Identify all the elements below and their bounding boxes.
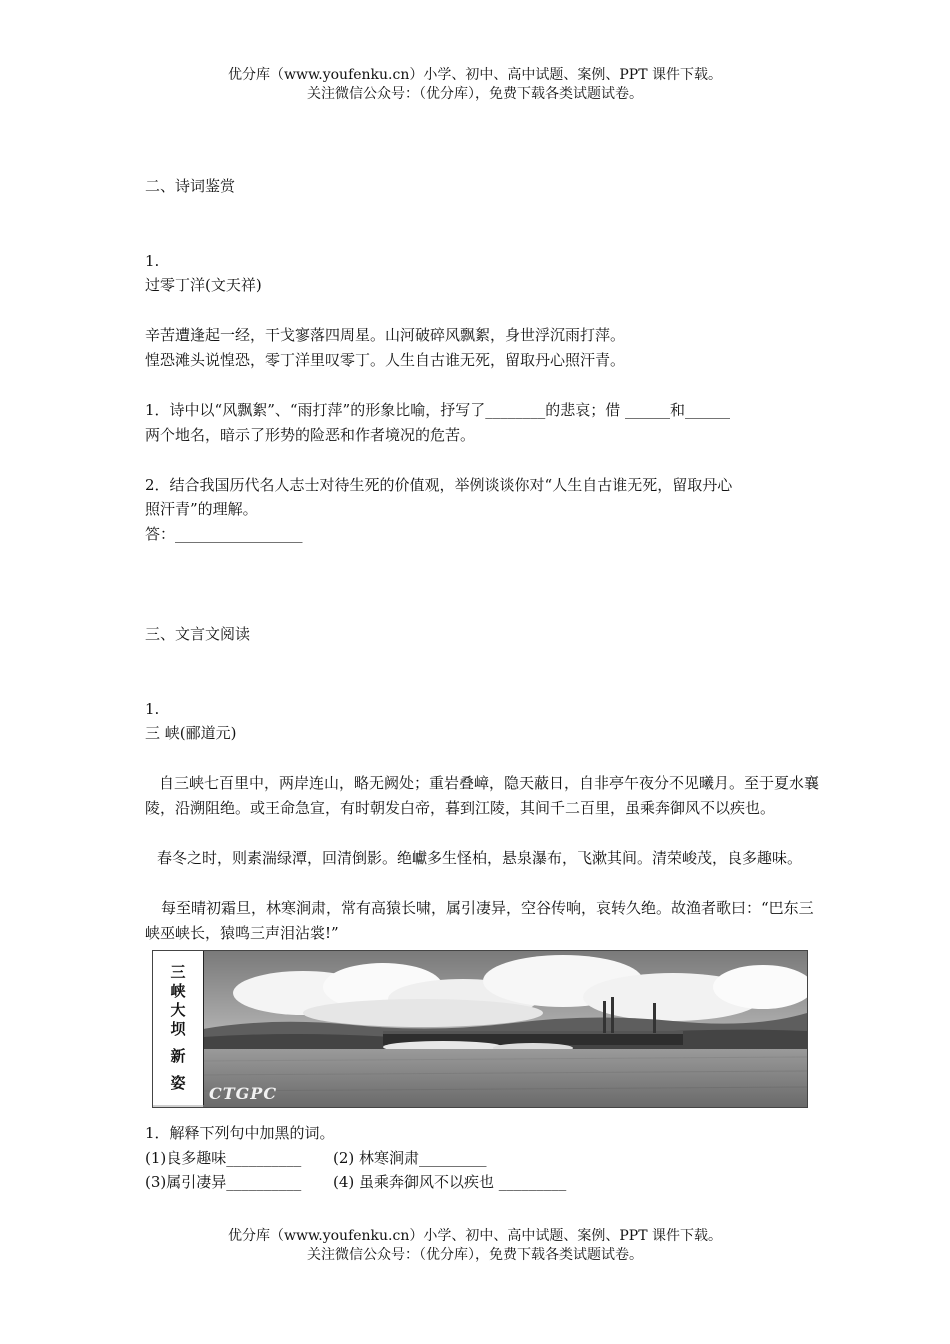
three-gorges-dam-photo [152,950,808,1108]
footer-line-1: 优分库（www.youfenku.cn）小学、初中、高中试题、案例、PPT 课件下载。 [227,1228,722,1244]
poem-line-2: 惶恐滩头说惶恐，零丁洋里叹零丁。人生自古谁无死，留取丹心照汗青。 [145,351,626,369]
passage-paragraph-3: 每至晴初霜旦，林寒涧肃，常有高猿长啸，属引凄异，空谷传响，哀转久绝。故渔者歌曰：“巴东三峡巫峡长，猿鸣三声泪沾裳!” [145,899,814,942]
section-3-title: 三、文言文阅读 [145,625,251,643]
question-2-line-1: 2．结合我国历代名人志士对待生死的价值观，举例谈谈你对“人生自古谁无死，留取丹心 [145,476,733,494]
header-line-1: 优分库（www.youfenku.cn）小学、初中、高中试题、案例、PPT 课件下载。 [227,67,722,83]
question-1-line-1: 1．诗中以“风飘絮”、“雨打萍”的形象比喻，抒写了________的悲哀；借 ______和______ [145,401,730,419]
caption-char: 新 [170,1047,186,1065]
passage-paragraph-1: 自三峡七百里中，两岸连山，略无阙处；重岩叠嶂，隐天蔽日，自非亭午夜分不见曦月。至于夏水襄陵，沿溯阻绝。或王命急宣，有时朝发白帝，暮到江陵，其间千二百里，虽乘奔御风不以疾也。 [145,774,820,817]
question-number: 1. [145,252,160,270]
footer-line-2: 关注微信公众号：（优分库），免费下载各类试题试卷。 [307,1247,643,1263]
question-2-line-2: 照汗青”的理解。 [145,500,258,518]
question-1-line-2: 两个地名，暗示了形势的险恶和作者境况的危苦。 [145,426,476,444]
item-3: (3)属引凄异__________ [145,1173,302,1191]
text-title: 三 峡(郦道元) [145,724,237,742]
item-1: (1)良多趣味__________ [145,1149,302,1167]
item-2: (2) 林寒涧肃_________ [333,1149,487,1167]
photo-caption-label [153,951,204,1105]
caption-char: 坝 [170,1020,186,1038]
photo-watermark: CTGPC [209,1084,278,1103]
section-2-title: 二、诗词鉴赏 [145,177,236,195]
caption-char: 大 [170,1001,186,1019]
caption-char: 三 [170,963,186,981]
poem-line-1: 辛苦遭逢起一经，干戈寥落四周星。山河破碎风飘絮，身世浮沉雨打萍。 [145,326,626,344]
answer-line: 答：_________________ [145,525,303,543]
question-1-prompt: 1．解释下列句中加黑的词。 [145,1124,335,1142]
header-line-2: 关注微信公众号：（优分库），免费下载各类试题试卷。 [307,86,643,102]
caption-char: 峡 [170,982,186,1000]
poem-title: 过零丁洋(文天祥) [145,276,262,294]
question-number: 1. [145,700,160,718]
passage-paragraph-2: 春冬之时，则素湍绿潭，回清倒影。绝巘多生怪柏，悬泉瀑布，飞漱其间。清荣峻茂，良多趣味。 [157,849,803,867]
item-4: (4) 虽乘奔御风不以疾也 _________ [333,1173,567,1191]
caption-char: 姿 [170,1074,186,1092]
